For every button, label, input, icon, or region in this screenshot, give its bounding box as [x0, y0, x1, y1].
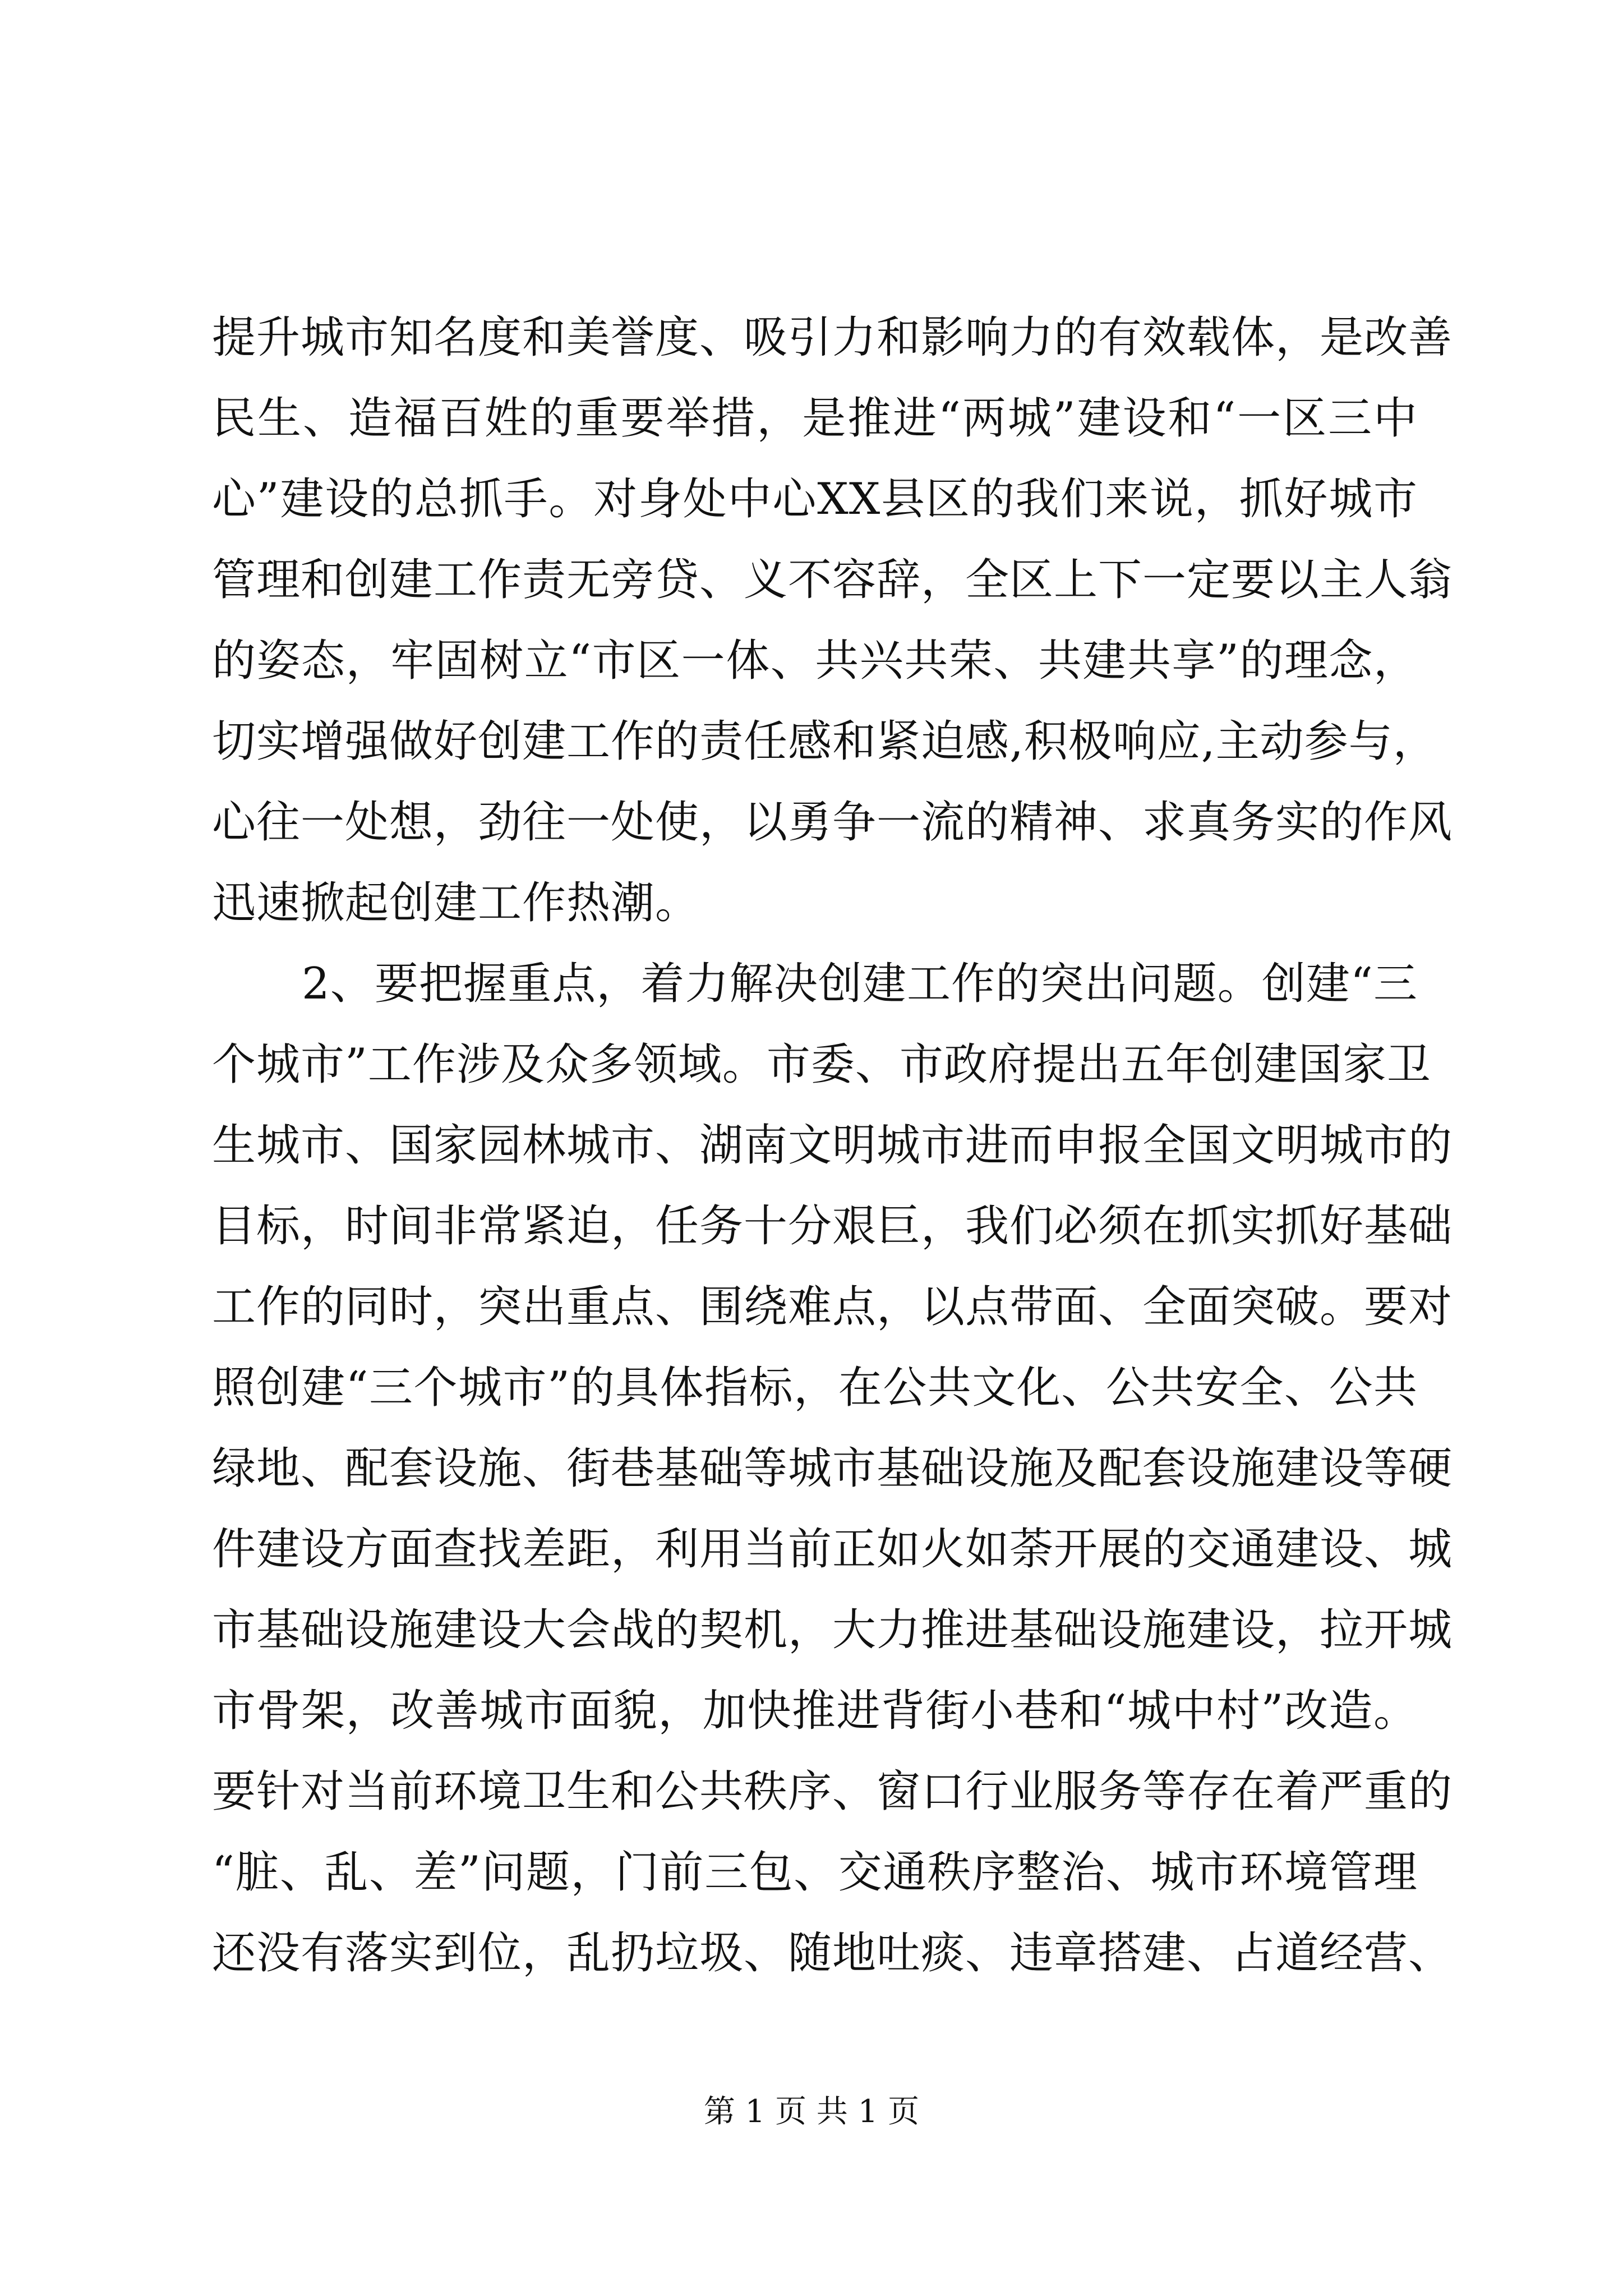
paragraph-start-line: 2、要把握重点，着力解决创建工作的突出问题。创建“三	[302, 959, 1418, 1009]
text-line: 绿地、配套设施、街巷基础等城市基础设施及配套设施建设等硬	[212, 1443, 1453, 1494]
text-line: 生城市、国家园林城市、湖南文明城市进而申报全国文明城市的	[212, 1120, 1453, 1171]
text-line: 照创建“三个城市”的具体指标，在公共文化、公共安全、公共	[212, 1363, 1418, 1413]
text-line: 还没有落实到位，乱扔垃圾、随地吐痰、违章搭建、占道经营、	[212, 1928, 1453, 1978]
document-body	[212, 297, 1453, 1994]
text-line: 的姿态，牢固树立“市区一体、共兴共荣、共建共享”的理念，	[212, 636, 1418, 686]
text-line: 要针对当前环境卫生和公共秩序、窗口行业服务等存在着严重的	[212, 1766, 1453, 1817]
text-line: 切实增强做好创建工作的责任感和紧迫感,积极响应,主动参与，	[212, 716, 1437, 767]
text-line: 个城市”工作涉及众多领域。市委、市政府提出五年创建国家卫	[212, 1039, 1431, 1090]
page-number-footer: 第 1 页 共 1 页	[703, 2093, 920, 2130]
text-line: 迅速掀起创建工作热潮。	[212, 878, 700, 928]
text-line: 民生、造福百姓的重要举措，是推进“两城”建设和“一区三中	[212, 393, 1418, 444]
text-line: 目标，时间非常紧迫，任务十分艰巨，我们必须在抓实抓好基础	[212, 1201, 1453, 1251]
text-line: 提升城市知名度和美誉度、吸引力和影响力的有效载体，是改善	[212, 312, 1453, 363]
text-line: 心”建设的总抓手。对身处中心XX县区的我们来说，抓好城市	[212, 474, 1418, 524]
text-line: 管理和创建工作责无旁贷、义不容辞，全区上下一定要以主人翁	[212, 555, 1453, 605]
text-line: 市骨架，改善城市面貌，加快推进背街小巷和“城中村”改造。	[212, 1686, 1418, 1736]
text-line: “脏、乱、差”问题，门前三包、交通秩序整治、城市环境管理	[212, 1847, 1418, 1898]
text-line: 件建设方面查找差距，利用当前正如火如荼开展的交通建设、城	[212, 1524, 1453, 1575]
text-line: 工作的同时，突出重点、围绕难点，以点带面、全面突破。要对	[212, 1282, 1453, 1332]
text-line: 市基础设施建设大会战的契机，大力推进基础设施建设，拉开城	[212, 1605, 1453, 1655]
text-line: 心往一处想，劲往一处使，以勇争一流的精神、求真务实的作风	[212, 797, 1453, 848]
